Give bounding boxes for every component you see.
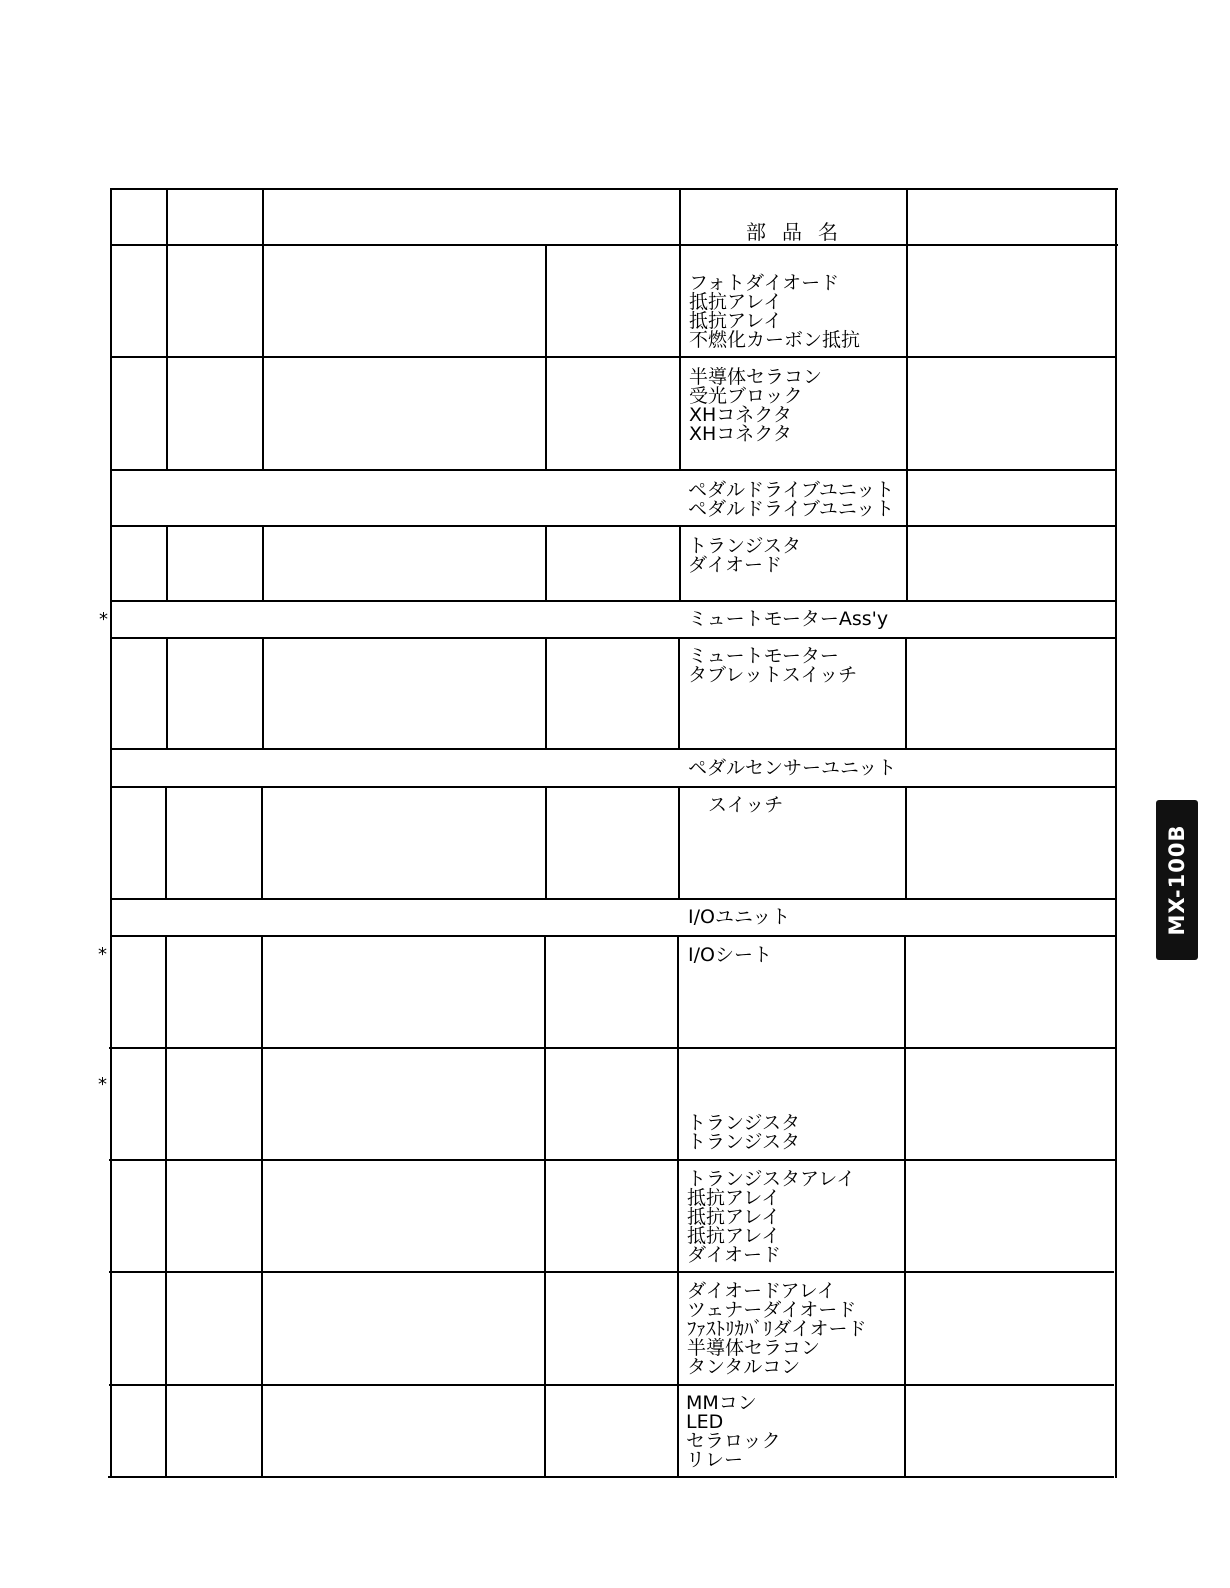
part-name: 抵抗アレイ: [689, 291, 783, 313]
part-name: 抵抗アレイ: [687, 1187, 781, 1209]
part-name: ペダルセンサーユニット: [688, 757, 897, 779]
part-name: I/Oユニット: [688, 906, 791, 928]
table-rule: [545, 786, 547, 900]
part-name: 半導体セラコン: [689, 366, 823, 388]
table-rule: [261, 786, 263, 900]
model-label: MX-100B: [1165, 824, 1189, 936]
table-rule: [262, 637, 264, 750]
table-rule: [678, 786, 680, 900]
table-rule: [109, 1271, 1114, 1273]
table-rule: [906, 469, 908, 527]
model-side-tab: [1156, 800, 1198, 960]
table-border-left: [110, 188, 112, 1478]
part-names-row-11: [687, 1114, 800, 1152]
part-names-row-2: [689, 368, 822, 444]
part-name: セラロック: [686, 1430, 781, 1452]
table-rule: [110, 637, 1116, 639]
table-rule: [679, 525, 681, 602]
part-names-row-14: [686, 1394, 781, 1470]
table-rule: [544, 935, 546, 1478]
part-name: トランジスタアレイ: [687, 1168, 856, 1190]
part-name: ペダルドライブユニット: [688, 498, 895, 520]
part-name: トランジスタ: [687, 1112, 800, 1134]
part-names-row-7: [688, 759, 896, 778]
part-name: XHコネクタ: [689, 423, 792, 445]
row-marker: *: [98, 1074, 107, 1095]
table-rule: [906, 188, 908, 471]
part-name: トランジスタ: [687, 1131, 800, 1153]
table-rule: [545, 244, 547, 471]
table-rule: [166, 525, 168, 602]
part-names-row-5: [688, 610, 888, 629]
table-rule: [905, 786, 907, 900]
part-name: 抵抗アレイ: [689, 310, 783, 332]
part-name: I/Oシート: [688, 944, 772, 966]
part-names-row-8: [708, 796, 783, 815]
part-name: トランジスタ: [688, 535, 801, 557]
part-names-row-9: [688, 908, 790, 927]
table-rule: [545, 637, 547, 750]
table-rule: [110, 748, 1116, 750]
table-rule: [679, 188, 681, 471]
table-rule: [261, 935, 263, 1478]
part-name: MMコン: [686, 1392, 757, 1414]
part-names-row-3: [688, 481, 894, 519]
part-name: リレー: [686, 1449, 744, 1471]
table-rule: [262, 188, 264, 471]
table-rule: [906, 525, 908, 602]
table-rule: [166, 637, 168, 750]
row-marker: *: [99, 609, 108, 630]
part-name: スイッチ: [708, 794, 784, 816]
part-name: LED: [686, 1411, 724, 1433]
part-name: 抵抗アレイ: [687, 1225, 781, 1247]
table-rule: [545, 525, 547, 602]
part-name: ダイオード: [688, 554, 783, 576]
table-rule: [262, 525, 264, 602]
part-name: 受光ブロック: [689, 385, 803, 407]
part-name: 不燃化カーボン抵抗: [689, 329, 861, 351]
part-name: タブレットスイッチ: [688, 664, 858, 686]
table-rule: [109, 1047, 1115, 1049]
table-rule: [165, 786, 167, 900]
part-names-row-6: [688, 647, 857, 685]
table-rule: [110, 600, 1116, 602]
part-name: ダイオードアレイ: [687, 1280, 836, 1302]
part-names-row-4: [688, 537, 801, 575]
part-name: ツェナーダイオード: [687, 1299, 857, 1321]
part-name: XHコネクタ: [689, 404, 792, 426]
row-marker: *: [98, 944, 107, 965]
part-name-header: 部品名: [746, 220, 854, 244]
part-name: ミュートモーターAss'y: [688, 608, 889, 630]
part-name: ミュートモーター: [688, 645, 839, 667]
part-name: 抵抗アレイ: [687, 1206, 781, 1228]
part-names-row-12: [687, 1170, 855, 1265]
part-name: 半導体セラコン: [687, 1337, 821, 1359]
part-name: フォトダイオード: [689, 272, 840, 294]
part-names-row-10: [688, 946, 772, 965]
part-name: ペダルドライブユニット: [688, 479, 895, 501]
table-rule: [109, 1384, 1114, 1386]
table-rule: [905, 637, 907, 750]
part-name: ダイオード: [687, 1244, 782, 1266]
table-rule: [165, 935, 167, 1478]
table-rule: [109, 1159, 1115, 1161]
table-rule: [904, 935, 906, 1478]
part-names-row-1: [689, 274, 860, 350]
table-border-right: [1115, 188, 1117, 1478]
part-name: ﾌｧｽﾄﾘｶﾊﾞﾘダイオード: [687, 1318, 867, 1340]
table-rule: [677, 935, 679, 1478]
table-rule: [678, 637, 680, 750]
part-names-row-13: [687, 1282, 867, 1377]
table-rule: [108, 1476, 1114, 1478]
table-rule: [166, 188, 168, 471]
part-name: タンタルコン: [687, 1356, 801, 1378]
